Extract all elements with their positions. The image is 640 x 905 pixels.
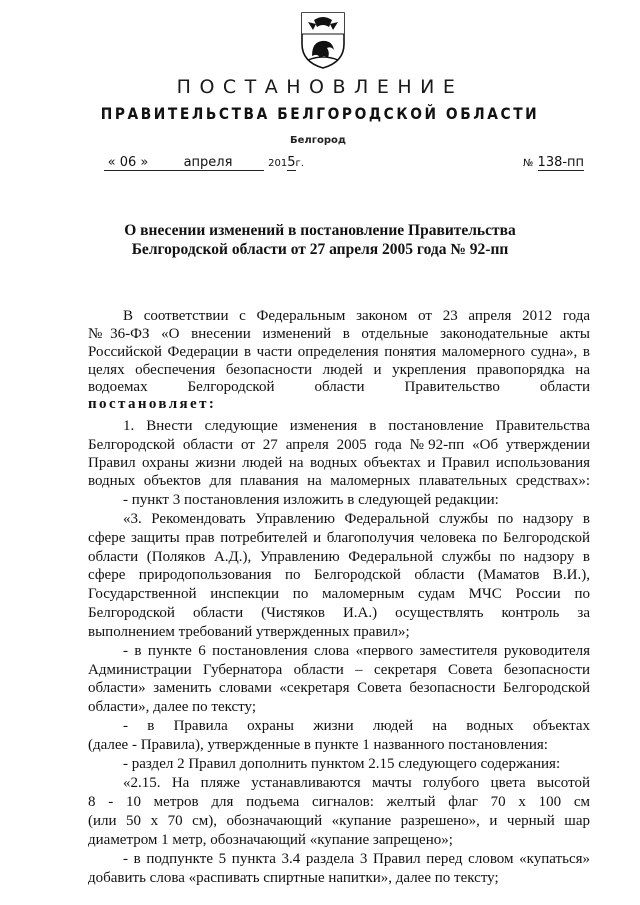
body-line: - в Правила охраны жизни людей на водных объектах	[123, 718, 590, 734]
date-month: апреля	[152, 155, 264, 171]
body-line: Белгородской области от 27 апреля 2005 года №92-пп «Об утверждении	[88, 437, 590, 453]
body-line: «3. Рекомендовать Управлению Федеральной службы по надзору в	[123, 511, 590, 527]
body-line: Белгородской области (Чистяков И.А.) осуществлять контроль за	[88, 605, 590, 621]
body-line: целях обеспечения безопасности людей и укрепления правопорядка на	[88, 362, 590, 378]
body-line: добавить слова «распивать спиртные напитки», далее по тексту;	[88, 870, 499, 886]
body-line: водоемах Белгородской области Правительство области	[88, 379, 590, 395]
body-line: выполнением требований утвержденных правил»;	[88, 624, 410, 640]
body-line: 1. Внести следующие изменения в постановление Правительства	[123, 418, 590, 434]
document-number: № 138-пп	[523, 155, 585, 170]
body-line: №36-ФЗ «О внесении изменений в отдельные законодательные акты	[88, 326, 590, 342]
body-line: - в подпункте 5 пункта 3.4 раздела 3 Правил перед словом «купаться»	[123, 851, 590, 867]
body-line: (далее - Правила), утвержденные в пункте 1 названного постановления:	[88, 737, 548, 753]
body-line: Российской Федерации в части определения понятия маломерного судна», в	[88, 344, 590, 360]
city-name: Белгород	[290, 135, 346, 146]
body-line: Правил охраны жизни людей на водных объектах и Правил использования	[88, 455, 590, 471]
body-line: - пункт 3 постановления изложить в следующей редакции:	[123, 492, 499, 508]
body-line: области» заменить словами «секретаря Совета безопасности Белгородской	[88, 680, 590, 696]
document-title-line: О внесении изменений в постановление Правительства	[124, 222, 516, 239]
body-line: водных объектов для плавания на маломерных плавательных средствах»:	[88, 473, 590, 489]
body-line: сфере защиты прав потребителей и благополучия человека по Белгородской	[88, 530, 590, 546]
issuing-authority: ПРАВИТЕЛЬСТВА БЕЛГОРОДСКОЙ ОБЛАСТИ	[100, 104, 540, 123]
body-line: В соответствии с Федеральным законом от 23 апреля 2012 года	[123, 308, 590, 324]
document-date: « 06 » апреля 2015г.	[104, 155, 304, 171]
body-line: Государственной инспекции по маломерным судам МЧС России по	[88, 586, 590, 602]
body-line: - в пункте 6 постановления слова «первого заместителя руководителя	[123, 643, 590, 659]
document-number-value: 138-пп	[537, 155, 585, 170]
body-line: сфере природопользования по Белгородской области (Маматов В.И.),	[88, 567, 590, 583]
body-line: диаметром 1 метр, обозначающий «купание запрещено»;	[88, 832, 453, 848]
body-line: - раздел 2 Правил дополнить пунктом 2.15 следующего содержания:	[123, 756, 561, 772]
coat-of-arms-icon	[298, 10, 348, 70]
document-type-heading: ПОСТАНОВЛЕНИЕ	[176, 76, 464, 98]
document-title	[60, 221, 580, 259]
date-day: 06	[119, 155, 137, 170]
body-line: постановляет:	[88, 396, 217, 412]
body-line: (или 50 х 70 см), обозначающий «купание разрешено», и черный шар	[88, 813, 590, 829]
body-line: 8 - 10 метров для подъема сигналов: желтый флаг 70 х 100 см	[88, 794, 590, 810]
body-line: области (Поляков А.Д.), Управлению Федеральной службы по надзору в	[88, 549, 590, 565]
date-year-digit: 5	[287, 155, 296, 170]
body-line: Администрации Губернатора области – секретаря Совета безопасности	[88, 662, 590, 678]
document-title-line: Белгородской области от 27 апреля 2005 года № 92-пп	[131, 241, 509, 258]
body-line: «2.15. На пляже устанавливаются мачты голубого цвета высотой	[123, 775, 590, 791]
body-line: области», далее по тексту;	[88, 699, 257, 715]
